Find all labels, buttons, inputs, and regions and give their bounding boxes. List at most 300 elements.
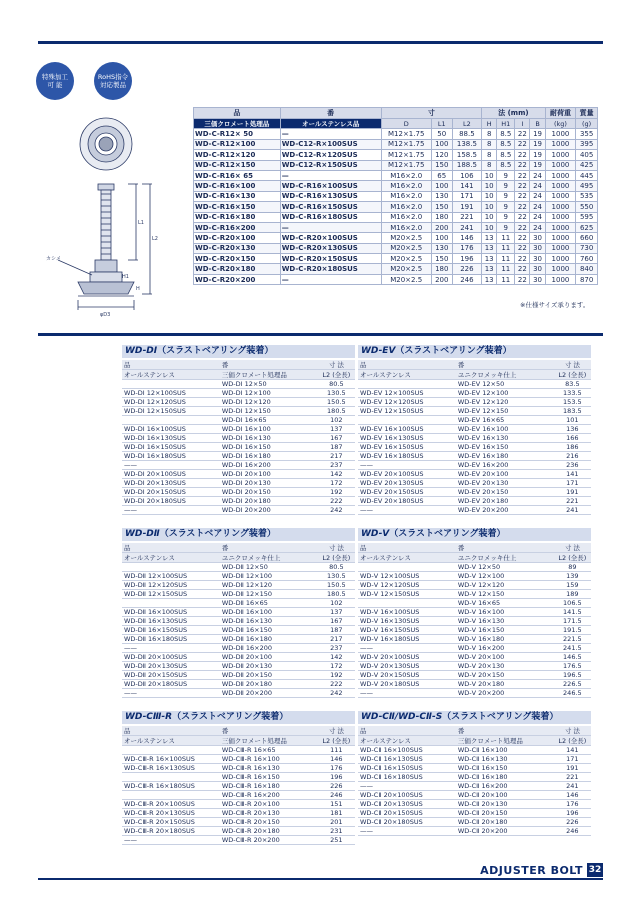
section-row bbox=[122, 581, 355, 590]
spec-cell: M16×2.0 bbox=[381, 191, 431, 201]
section-row bbox=[358, 425, 591, 434]
section-row bbox=[122, 746, 355, 755]
section-cell: 172 bbox=[318, 662, 355, 671]
section-cell: WD-CⅡ 20×130SUS bbox=[358, 800, 456, 809]
spec-cell: 13 bbox=[482, 264, 497, 274]
section-cell: 196.5 bbox=[554, 671, 591, 680]
spec-cell: M12×1.75 bbox=[381, 150, 431, 160]
section-row bbox=[358, 506, 591, 515]
section-cell: WD-DⅠ 12×100 bbox=[220, 389, 318, 398]
spec-cell: 840 bbox=[576, 264, 598, 274]
section-model: WD-CⅡ/WD-CⅡ-S bbox=[361, 712, 443, 722]
section-cell: WD-EⅤ 20×130SUS bbox=[358, 479, 456, 488]
section-col-label: ユニクロメッキ仕上 bbox=[220, 553, 318, 563]
section-cell: 237 bbox=[318, 644, 355, 653]
section-table bbox=[122, 726, 355, 845]
section-cell: WD-CⅢ-R 20×180SUS bbox=[122, 827, 220, 836]
spec-cell: M16×2.0 bbox=[381, 212, 431, 222]
section-col-label: L2 (全長) bbox=[554, 553, 591, 563]
section-col-label: オールステンレス bbox=[358, 370, 456, 380]
spec-cell: M16×2.0 bbox=[381, 181, 431, 191]
section-cell bbox=[358, 416, 456, 425]
spec-cell: 24 bbox=[530, 222, 545, 232]
section-cell: WD-Ⅴ 16×65 bbox=[456, 599, 554, 608]
spec-cell: 1000 bbox=[545, 222, 576, 232]
section-cell bbox=[122, 380, 220, 389]
section-row bbox=[358, 644, 591, 653]
section-cell: WD-EⅤ 20×100 bbox=[456, 470, 554, 479]
section-header: 品 bbox=[358, 360, 456, 370]
spec-cell: 10 bbox=[482, 222, 497, 232]
section-header: 寸 法 bbox=[554, 543, 591, 553]
section-cell: WD-EⅤ 16×65 bbox=[456, 416, 554, 425]
spec-cell: 30 bbox=[530, 254, 545, 264]
section-cell: 226 bbox=[318, 782, 355, 791]
section-cell: 217 bbox=[318, 452, 355, 461]
section-col-label: L2 (全長) bbox=[318, 553, 355, 563]
section-cell: —— bbox=[122, 644, 220, 653]
section-wd-ev bbox=[358, 345, 591, 515]
section-cell: 217 bbox=[318, 635, 355, 644]
section-cell: WD-Ⅴ 16×130SUS bbox=[358, 617, 456, 626]
section-cell: WD-EⅤ 12×150 bbox=[456, 407, 554, 416]
spec-cell: 8 bbox=[482, 150, 497, 160]
spec-cell: 9 bbox=[497, 212, 515, 222]
section-cell: WD-DⅡ 12×100 bbox=[220, 572, 318, 581]
spec-cell: WD-C-R16×130SUS bbox=[280, 191, 381, 201]
spec-cell: 8 bbox=[482, 160, 497, 170]
section-cell: 176 bbox=[554, 800, 591, 809]
section-col-label: オールステンレス bbox=[358, 553, 456, 563]
section-cell: WD-Ⅴ 16×100SUS bbox=[358, 608, 456, 617]
section-cell: WD-EⅤ 16×200 bbox=[456, 461, 554, 470]
spec-cell: 22 bbox=[515, 243, 530, 253]
section-cell: 137 bbox=[318, 425, 355, 434]
section-cell: 181 bbox=[318, 809, 355, 818]
spec-row bbox=[194, 222, 598, 232]
section-row bbox=[358, 461, 591, 470]
section-col-label: ユニクロメッキ仕上 bbox=[456, 370, 554, 380]
section-header: 番 bbox=[456, 726, 554, 736]
section-cell: WD-CⅢ-R 20×130 bbox=[220, 809, 318, 818]
section-cell: WD-DⅠ 12×150 bbox=[220, 407, 318, 416]
section-row bbox=[358, 653, 591, 662]
section-cell: 236 bbox=[554, 461, 591, 470]
col-h: H bbox=[482, 119, 497, 129]
section-col-label: オールステンレス bbox=[122, 736, 220, 746]
section-cell: WD-DⅡ 12×150SUS bbox=[122, 590, 220, 599]
section-row bbox=[358, 662, 591, 671]
spec-cell: 10 bbox=[482, 170, 497, 180]
section-cell: 231 bbox=[318, 827, 355, 836]
section-cell: WD-DⅡ 20×200 bbox=[220, 689, 318, 698]
col-d: D bbox=[381, 119, 431, 129]
spec-cell: 10 bbox=[482, 181, 497, 191]
section-cell: WD-DⅠ 20×180SUS bbox=[122, 497, 220, 506]
section-cell: 171 bbox=[554, 755, 591, 764]
section-cell: 133.5 bbox=[554, 389, 591, 398]
section-cell: WD-CⅡ 20×150 bbox=[456, 809, 554, 818]
spec-cell: 8 bbox=[482, 129, 497, 139]
section-cell: WD-Ⅴ 16×150SUS bbox=[358, 626, 456, 635]
section-cell: WD-Ⅴ 12×150SUS bbox=[358, 590, 456, 599]
section-cell: 167 bbox=[318, 617, 355, 626]
spec-cell: 8.5 bbox=[497, 150, 515, 160]
section-cell: WD-Ⅴ 20×150 bbox=[456, 671, 554, 680]
section-cell: WD-DⅡ 12×120SUS bbox=[122, 581, 220, 590]
spec-cell: 425 bbox=[576, 160, 598, 170]
spec-row bbox=[194, 170, 598, 180]
section-cell: WD-Ⅴ 20×100 bbox=[456, 653, 554, 662]
spec-cell: WD-C-R16×180 bbox=[194, 212, 281, 222]
section-cell: WD-CⅢ-R 20×100 bbox=[220, 800, 318, 809]
section-title bbox=[358, 345, 591, 358]
section-row bbox=[358, 617, 591, 626]
section-cell: WD-DⅡ 16×150SUS bbox=[122, 626, 220, 635]
spec-cell: 30 bbox=[530, 274, 545, 284]
section-row bbox=[122, 416, 355, 425]
section-cell: WD-Ⅴ 12×100 bbox=[456, 572, 554, 581]
section-cell: WD-CⅡ 16×150SUS bbox=[358, 764, 456, 773]
section-cell: WD-Ⅴ 20×130SUS bbox=[358, 662, 456, 671]
section-cell: WD-CⅡ 20×100 bbox=[456, 791, 554, 800]
col-l1: L1 bbox=[431, 119, 452, 129]
section-cell: 150.5 bbox=[318, 398, 355, 407]
section-col-label: L2 (全長) bbox=[554, 370, 591, 380]
section-cell: 137 bbox=[318, 608, 355, 617]
footer-title: ADJUSTER BOLT bbox=[480, 864, 583, 877]
section-cell: WD-DⅠ 20×130 bbox=[220, 479, 318, 488]
spec-cell: 120 bbox=[431, 150, 452, 160]
spec-cell: 246 bbox=[452, 274, 481, 284]
spec-cell: 13 bbox=[482, 254, 497, 264]
section-cell: WD-Ⅴ 20×200 bbox=[456, 689, 554, 698]
spec-cell: 22 bbox=[515, 160, 530, 170]
spec-cell: WD-C12-R×100SUS bbox=[280, 139, 381, 149]
spec-cell: 22 bbox=[515, 254, 530, 264]
section-cell: WD-DⅡ 20×130SUS bbox=[122, 662, 220, 671]
spec-cell: WD-C-R20×200 bbox=[194, 274, 281, 284]
section-cell: WD-DⅡ 16×100SUS bbox=[122, 608, 220, 617]
section-table bbox=[358, 543, 591, 698]
section-row bbox=[358, 608, 591, 617]
spec-cell: 1000 bbox=[545, 139, 576, 149]
section-cell: WD-CⅢ-R 20×100SUS bbox=[122, 800, 220, 809]
spec-cell: 870 bbox=[576, 274, 598, 284]
spec-cell: 8.5 bbox=[497, 129, 515, 139]
section-row bbox=[122, 836, 355, 845]
footer-rule bbox=[38, 878, 603, 880]
section-row bbox=[122, 389, 355, 398]
section-cell: WD-CⅢ-R 16×180 bbox=[220, 782, 318, 791]
spec-cell: 146 bbox=[452, 233, 481, 243]
col-mass: 質量 bbox=[576, 108, 598, 119]
section-col-label: 三価クロメート処理品 bbox=[220, 370, 318, 380]
section-cell: WD-CⅡ 16×180 bbox=[456, 773, 554, 782]
section-cell: WD-CⅡ 16×130SUS bbox=[358, 755, 456, 764]
spec-cell: 138.5 bbox=[452, 139, 481, 149]
section-cell: 196 bbox=[554, 809, 591, 818]
section-header: 寸 法 bbox=[554, 360, 591, 370]
section-row bbox=[122, 488, 355, 497]
section-col-label: 三価クロメート処理品 bbox=[456, 736, 554, 746]
spec-cell: WD-C-R12×150 bbox=[194, 160, 281, 170]
section-cell: 142 bbox=[318, 653, 355, 662]
section-col-label: オールステンレス bbox=[122, 370, 220, 380]
section-cell: WD-DⅠ 20×180 bbox=[220, 497, 318, 506]
spec-cell: 100 bbox=[431, 233, 452, 243]
section-cell: WD-DⅠ 16×180SUS bbox=[122, 452, 220, 461]
spec-cell: 9 bbox=[497, 181, 515, 191]
section-cell: WD-CⅢ-R 20×150SUS bbox=[122, 818, 220, 827]
section-cell: —— bbox=[122, 836, 220, 845]
section-cell: 89 bbox=[554, 563, 591, 572]
spec-cell: WD-C-R20×150SUS bbox=[280, 254, 381, 264]
spec-cell: 22 bbox=[515, 222, 530, 232]
spec-cell: 19 bbox=[530, 150, 545, 160]
section-cell: 222 bbox=[318, 680, 355, 689]
spec-cell: 180 bbox=[431, 212, 452, 222]
footer bbox=[38, 862, 603, 880]
section-cell: WD-DⅠ 20×150 bbox=[220, 488, 318, 497]
section-cell: WD-CⅡ 20×180 bbox=[456, 818, 554, 827]
section-row bbox=[358, 443, 591, 452]
section-row bbox=[358, 755, 591, 764]
section-row bbox=[122, 827, 355, 836]
section-header: 品 bbox=[358, 726, 456, 736]
spec-cell: 22 bbox=[515, 170, 530, 180]
spec-cell: 150 bbox=[431, 202, 452, 212]
mid-rule bbox=[38, 333, 603, 336]
section-wd-c2 bbox=[358, 711, 591, 836]
spec-cell: WD-C-R16×180SUS bbox=[280, 212, 381, 222]
section-cell bbox=[122, 791, 220, 800]
section-cell: 246 bbox=[554, 827, 591, 836]
section-cell: WD-CⅢ-R 16×150 bbox=[220, 773, 318, 782]
section-cell: WD-EⅤ 12×120 bbox=[456, 398, 554, 407]
section-row bbox=[122, 773, 355, 782]
section-wd-c3r bbox=[122, 711, 355, 845]
section-row bbox=[358, 590, 591, 599]
section-model: WD-EⅤ bbox=[361, 346, 396, 356]
col-load: 耐荷重 bbox=[545, 108, 576, 119]
section-title bbox=[358, 528, 591, 541]
section-cell: WD-Ⅴ 16×100 bbox=[456, 608, 554, 617]
section-cell: WD-Ⅴ 12×120SUS bbox=[358, 581, 456, 590]
section-cell: WD-DⅠ 12×120 bbox=[220, 398, 318, 407]
section-cell: 159 bbox=[554, 581, 591, 590]
section-cell: WD-CⅢ-R 16×65 bbox=[220, 746, 318, 755]
spec-row bbox=[194, 233, 598, 243]
spec-cell: WD-C-R20×180 bbox=[194, 264, 281, 274]
section-cell: WD-EⅤ 20×200 bbox=[456, 506, 554, 515]
section-row bbox=[122, 653, 355, 662]
col-sunpou-2: 法 (mm) bbox=[482, 108, 546, 119]
section-cell: 167 bbox=[318, 434, 355, 443]
section-row bbox=[122, 572, 355, 581]
section-col-label: 三価クロメート処理品 bbox=[220, 736, 318, 746]
spec-cell: 65 bbox=[431, 170, 452, 180]
section-cell: 102 bbox=[318, 416, 355, 425]
spec-cell: 550 bbox=[576, 202, 598, 212]
section-row bbox=[122, 755, 355, 764]
spec-row bbox=[194, 202, 598, 212]
section-cell: —— bbox=[122, 506, 220, 515]
spec-cell: 1000 bbox=[545, 274, 576, 284]
section-row bbox=[122, 425, 355, 434]
section-cell: 141.5 bbox=[554, 608, 591, 617]
spec-cell: WD-C-R16×130 bbox=[194, 191, 281, 201]
spec-cell: 241 bbox=[452, 222, 481, 232]
spec-row bbox=[194, 274, 598, 284]
section-row bbox=[358, 800, 591, 809]
spec-cell: 9 bbox=[497, 170, 515, 180]
adjuster-bolt-drawing bbox=[28, 110, 178, 320]
spec-cell: 11 bbox=[497, 274, 515, 284]
section-cell: 101 bbox=[554, 416, 591, 425]
spec-cell: 19 bbox=[530, 160, 545, 170]
section-cell: WD-CⅢ-R 16×100 bbox=[220, 755, 318, 764]
spec-cell: 100 bbox=[431, 139, 452, 149]
section-cell: 196 bbox=[318, 773, 355, 782]
section-cell: 187 bbox=[318, 443, 355, 452]
section-model: WD-Ⅴ bbox=[361, 529, 390, 539]
spec-cell: 106 bbox=[452, 170, 481, 180]
section-cell: 136 bbox=[554, 425, 591, 434]
spec-row bbox=[194, 150, 598, 160]
spec-cell: WD-C12-R×120SUS bbox=[280, 150, 381, 160]
col-b: B bbox=[530, 119, 545, 129]
label-l2: L2 bbox=[152, 236, 158, 242]
spec-cell: 150 bbox=[431, 160, 452, 170]
section-row bbox=[358, 671, 591, 680]
spec-cell: 11 bbox=[497, 264, 515, 274]
section-row bbox=[122, 470, 355, 479]
spec-cell: 11 bbox=[497, 233, 515, 243]
section-wd-d1 bbox=[122, 345, 355, 515]
section-cell: WD-Ⅴ 16×180 bbox=[456, 635, 554, 644]
section-header: 寸 法 bbox=[318, 726, 355, 736]
section-cell: WD-DⅠ 20×200 bbox=[220, 506, 318, 515]
section-row bbox=[358, 470, 591, 479]
section-row bbox=[122, 461, 355, 470]
section-cell: WD-DⅡ 12×50 bbox=[220, 563, 318, 572]
section-wd-v bbox=[358, 528, 591, 698]
spec-cell: 188.5 bbox=[452, 160, 481, 170]
section-row bbox=[122, 452, 355, 461]
section-cell: 191 bbox=[554, 764, 591, 773]
section-cell: 102 bbox=[318, 599, 355, 608]
feature-badges bbox=[28, 58, 178, 102]
section-cell: WD-DⅡ 20×150 bbox=[220, 671, 318, 680]
col-h1: H1 bbox=[497, 119, 515, 129]
spec-cell: 1000 bbox=[545, 170, 576, 180]
spec-cell: M20×2.5 bbox=[381, 254, 431, 264]
section-model: WD-DⅠ bbox=[125, 346, 158, 356]
section-cell: WD-DⅡ 12×150 bbox=[220, 590, 318, 599]
spec-row bbox=[194, 264, 598, 274]
section-cell: —— bbox=[122, 461, 220, 470]
section-cell: 226.5 bbox=[554, 680, 591, 689]
section-cell: WD-CⅡ 16×100 bbox=[456, 746, 554, 755]
spec-cell: 625 bbox=[576, 222, 598, 232]
spec-cell: 660 bbox=[576, 233, 598, 243]
spec-cell: 9 bbox=[497, 222, 515, 232]
section-cell: 246.5 bbox=[554, 689, 591, 698]
spec-cell: 10 bbox=[482, 212, 497, 222]
spec-cell: M16×2.0 bbox=[381, 202, 431, 212]
section-subtitle: （スラストベアリング装着） bbox=[395, 346, 512, 356]
spec-cell: 24 bbox=[530, 212, 545, 222]
spec-cell: — bbox=[280, 222, 381, 232]
spec-cell: WD-C-R20×100 bbox=[194, 233, 281, 243]
section-row bbox=[358, 635, 591, 644]
section-cell: 246 bbox=[318, 791, 355, 800]
spec-cell: M12×1.75 bbox=[381, 139, 431, 149]
section-cell: WD-DⅡ 20×180SUS bbox=[122, 680, 220, 689]
section-row bbox=[122, 506, 355, 515]
section-cell: WD-DⅠ 16×100SUS bbox=[122, 425, 220, 434]
spec-row bbox=[194, 129, 598, 139]
section-cell: 142 bbox=[318, 470, 355, 479]
section-cell: WD-CⅡ 16×180SUS bbox=[358, 773, 456, 782]
section-row bbox=[122, 800, 355, 809]
spec-cell: 1000 bbox=[545, 264, 576, 274]
section-cell: —— bbox=[122, 689, 220, 698]
section-header: 品 bbox=[122, 543, 220, 553]
section-cell: WD-DⅡ 16×65 bbox=[220, 599, 318, 608]
section-row bbox=[122, 443, 355, 452]
section-row bbox=[358, 452, 591, 461]
section-row bbox=[122, 671, 355, 680]
section-cell: WD-DⅠ 16×130SUS bbox=[122, 434, 220, 443]
section-cell: WD-CⅡ 16×130 bbox=[456, 755, 554, 764]
section-row bbox=[122, 380, 355, 389]
spec-row bbox=[194, 191, 598, 201]
spec-cell: WD-C-R16×150 bbox=[194, 202, 281, 212]
section-cell: WD-CⅢ-R 20×180 bbox=[220, 827, 318, 836]
col-trivalent: 三価クロメート処理品 bbox=[194, 119, 281, 129]
section-cell: WD-EⅤ 12×100 bbox=[456, 389, 554, 398]
section-cell bbox=[122, 599, 220, 608]
section-cell: 189 bbox=[554, 590, 591, 599]
spec-cell: 141 bbox=[452, 181, 481, 191]
section-cell: WD-EⅤ 20×180 bbox=[456, 497, 554, 506]
section-row bbox=[122, 434, 355, 443]
section-row bbox=[122, 818, 355, 827]
spec-cell: 13 bbox=[482, 274, 497, 284]
custom-size-note: ※仕様サイズ承ります。 bbox=[520, 301, 590, 309]
section-cell: WD-Ⅴ 20×180 bbox=[456, 680, 554, 689]
section-row bbox=[122, 479, 355, 488]
spec-cell: 130 bbox=[431, 243, 452, 253]
section-col-label: オールステンレス bbox=[122, 553, 220, 563]
spec-cell: — bbox=[280, 129, 381, 139]
custom-processing-badge: 特殊加工 可 能 bbox=[36, 62, 74, 100]
spec-cell: M12×1.75 bbox=[381, 129, 431, 139]
section-cell: WD-EⅤ 16×180SUS bbox=[358, 452, 456, 461]
section-cell: WD-DⅠ 16×200 bbox=[220, 461, 318, 470]
section-header: 寸 法 bbox=[554, 726, 591, 736]
spec-cell: 100 bbox=[431, 181, 452, 191]
spec-cell: M20×2.5 bbox=[381, 233, 431, 243]
section-subtitle: （スラストベアリング装着） bbox=[159, 529, 276, 539]
spec-cell: 22 bbox=[515, 129, 530, 139]
spec-cell: 8.5 bbox=[497, 160, 515, 170]
spec-cell: WD-C-R16×150SUS bbox=[280, 202, 381, 212]
section-row bbox=[122, 689, 355, 698]
spec-cell: — bbox=[280, 170, 381, 180]
